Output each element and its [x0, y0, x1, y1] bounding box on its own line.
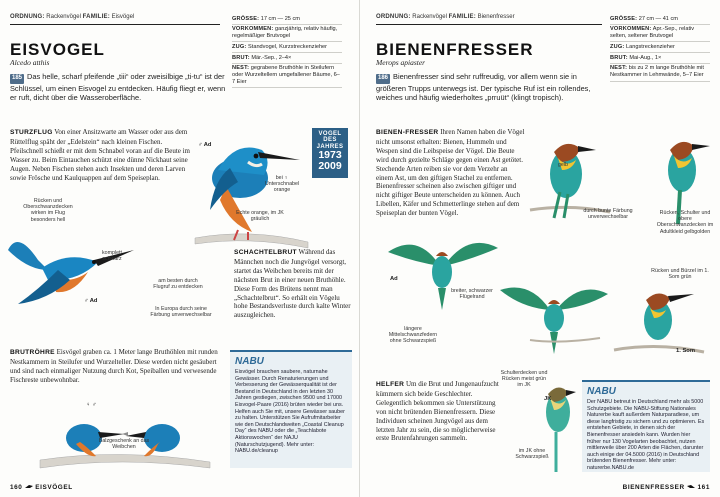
- caption-flight-back: Rücken und Oberschwanzdecken wirken im Flug besonders hell: [23, 198, 73, 223]
- nabu-text: Eisvögel brauchen saubere, naturnahe Gewässer. Durch Renaturierungen und Verbesserung der Gewässerqualität ist der Bestand in Deutschland in den letzten 30 Jahren gestiegen, zwischen 9500 und 17000 Eisvogel-Paare (2016) brüten wieder bei uns. Helfen auch Sie mit, unsere Gewässer sauber zu halten. Unterstützen Sie Aufrufmitarbeiter wie den Deutschlandweiten „Coastal Cleanup Day“ des NABU oder die „Teachlabote Aktionswochen“ der NAJU (Naturschutzjugend). Mehr unter: NABU.de/cleanup: [235, 369, 345, 455]
- fact-row: BRUT: Mai-Aug., 1×: [610, 53, 710, 64]
- latin-name: Merops apiaster: [376, 58, 426, 67]
- page-title: BIENENFRESSER: [376, 40, 534, 59]
- intro-text: [376, 72, 602, 103]
- header-rule: [10, 24, 220, 25]
- label-flight-male: ♂ Ad: [84, 298, 98, 304]
- fact-row: ZUG: Standvogel, Kurzstreckenzieher: [232, 42, 342, 53]
- caption-flight-call: am besten durch Flugruf zu entdecken: [153, 278, 203, 291]
- bee-eater-perched-illustration: [530, 120, 610, 220]
- fact-row: GRÖSSE: 27 cm — 41 cm: [610, 14, 710, 25]
- nabu-info-box: [582, 380, 710, 472]
- caption-rump-green: Rücken und Bürzel im 1. Som grün: [651, 268, 709, 281]
- fact-row: VORKOMMEN: ganzjährig, relativ häufig, regelmäßiger Brutvogel: [232, 25, 342, 43]
- order-label: ORDNUNG:: [376, 14, 411, 20]
- latin-name: Alcedo atthis: [10, 58, 50, 67]
- caption-courtship: Balzgeschenk an das Weibchen: [98, 438, 150, 451]
- caption-tail-feathers: längere Mittelschwanzfedern ohne Schwarzspieß: [388, 326, 438, 345]
- fact-row: NEST: gegrabene Bruthöhle in Steilufern oder Wurzeltellern umgefallener Bäume, 6–7 Eier: [232, 64, 342, 88]
- intro-body: Das helle, scharf pfeifende „tiii“ oder zweisilbige „ti-tu“ ist der Schlüssel, um einen Eisvogel zu entdecken. Häufig fliegt er, wenn er ruft, dicht über die Wasseroberfläche.: [10, 72, 226, 103]
- caption-lower-bill: bei ♀ Unterschnabel orange: [264, 175, 300, 194]
- bird-icon: [687, 484, 695, 490]
- caption-europe: In Europa durch seine Färbung unverwechselbar: [150, 306, 212, 319]
- fact-box: [232, 14, 342, 88]
- footer-title: BIENENFRESSER: [622, 484, 685, 491]
- intro-text: [10, 72, 228, 103]
- section-sturzflug: STURZFLUG Von einer Ansitzwarte am Wasser oder aus dem Rüttelflug späht der „Edelstein“ nach kleinen Fischen. Pfeilschnell schießt er mit dem Schnabel voran auf die Beute im Wasser zu. Beim Eintauchen schützt eine dünne Nickhaut seine Augen. Neben Fischen stehen auch Insekten und deren Larven sowie Frösche und Kaulquappen auf dem Speiseplan.: [10, 128, 191, 182]
- section-helfer: HELFER Um die Brut und Jungenaufzucht kümmern sich beide Geschlechter. Gelegentlich bekommen sie Unterstützung von nicht brütenden Bienenfressern. Diese Individuen scheinen Jungvögel aus dem letzten Jahr zu sein, die so möglicherweise erste Brutenfahrungen sammeln.: [376, 380, 499, 443]
- audio-track-badge[interactable]: 186: [376, 74, 390, 84]
- bird-of-year-badge: VOGEL DES JAHRES 1973 2009: [312, 128, 348, 178]
- intro-body: Bienenfresser sind sehr ruffreudig, vor allem wenn sie in größeren Trupps unterwegs ist. Der typische Ruf ist ein rollendes, weiches und häufig wiederholtes „prruüt“ (klingt tropisch).: [376, 72, 591, 103]
- caption-bill-black: komplett schwarz: [101, 250, 123, 263]
- family-value: Eisvögel: [111, 14, 135, 20]
- nabu-logo: NABU: [235, 356, 264, 367]
- left-taxonomy: [10, 14, 134, 20]
- caption-juvenile-back: Schulterdecken und Rücken meist grün im JK: [500, 370, 548, 389]
- order-value: Rackenvögel: [412, 14, 447, 20]
- fact-row: VORKOMMEN: Apr.-Sep., relativ selten, seltener Brutvogel: [610, 25, 710, 43]
- right-page: [360, 0, 720, 497]
- label-flight-adult: Ad: [390, 276, 398, 282]
- order-label: ORDNUNG:: [10, 14, 45, 20]
- label-pair-sex: ♀ ♂: [86, 402, 97, 408]
- fact-row: NEST: bis zu 2 m lange Bruthöhle mit Nestkammer in Lehmwände, 5–7 Eier: [610, 64, 710, 82]
- caption-yellow: gelb: [557, 162, 568, 168]
- family-label: FAMILIE:: [82, 14, 110, 20]
- section-bienen-fresser: BIENEN-FRESSER Ihren Namen haben die Vögel nicht umsonst erhalten: Bienen, Hummeln und Wespen sind die Leibspeise der Vögel. Die Beute wird durch gezielte Schläge gegen einen Ast getötet. Stechende Arten reiben sie vor dem Verzehr an einem Ast, um den giftigen Stachel zu entfernen. Bienenfresser scheinen also zwischen giftiger und nicht giftiger Beute unterscheiden zu können. Auch Libellen, Käfer und Schmetterlinge stehen auf dem Speiseplan der bunten Vögel.: [376, 128, 525, 218]
- caption-belly: Echte orange, im JK gräulich: [236, 210, 284, 223]
- footer-left: [10, 484, 73, 491]
- nabu-logo: NABU: [587, 386, 616, 397]
- footer-title: EISVÖGEL: [35, 484, 73, 491]
- caption-juvenile-tail: im JK ohne Schwarzspieß: [515, 448, 549, 461]
- bee-eater-flight-two-illustration: [500, 280, 610, 360]
- caption-colorful: durch bunte Färbung unverwechselbar: [583, 208, 633, 221]
- bee-eater-juvenile-illustration: [538, 368, 578, 478]
- family-value: Bienenfresser: [477, 14, 515, 20]
- page-number: 160: [10, 484, 23, 491]
- nabu-text: Der NABU betreut in Deutschland mehr als 5000 Schutzgebiete. Die NABU-Stiftung Nationales Naturerbe kauft außerdem Naturparadiese, um diese langfristig zu sichern und zu optimieren. Es entstehen Gebiete, in denen sich der Bienenfresser ansiedeln kann. Wurden hier früher nur 130 Vogelarten beobachtet, nutzen mittlerweile über 200 Arten die Flächen, darunter auch einige der 04.5000 (2016) in Deutschland brütenden Bienenfresser. Mehr unter: naturerbe.NABU.de: [587, 399, 705, 471]
- page-title: EISVOGEL: [10, 40, 105, 59]
- bird-icon: [25, 484, 33, 490]
- footer-right: [623, 484, 710, 491]
- caption-back-gold: Rücken, Schulter und obere Oberschwanzdecken im Adultkleid gelbgolden: [656, 210, 714, 235]
- family-label: FAMILIE:: [448, 14, 476, 20]
- fact-row: ZUG: Langstreckenzieher: [610, 42, 710, 53]
- page-number: 161: [697, 484, 710, 491]
- right-taxonomy: [376, 14, 515, 20]
- label-male-adult: ♂ Ad: [198, 142, 212, 148]
- nabu-info-box: [230, 350, 352, 468]
- fact-box: [610, 14, 710, 82]
- label-first-summer: 1. Som: [676, 348, 696, 354]
- kingfisher-flight-illustration: [8, 220, 138, 310]
- caption-wing-edge: breiter, schwarzer Flügelrand: [451, 288, 493, 301]
- section-bruthoehre: BRUTRÖHRE Eisvögel graben ca. 1 Meter lange Bruthöhlen mit runden Nestkammern in Steilufer und Wurzelteller. Diese werden nicht gesäubert und sind nach einmaliger Nutzung durch Kot, Speiballen und verwesende Fischreste unbewohnbar.: [10, 348, 218, 384]
- header-rule: [376, 24, 602, 25]
- audio-track-badge[interactable]: 185: [10, 74, 24, 84]
- order-value: Rackenvögel: [46, 14, 81, 20]
- label-juvenile: JK: [544, 396, 552, 402]
- fact-row: BRUT: Mär.-Sep., 2–4×: [232, 53, 342, 64]
- fact-row: GRÖSSE: 17 cm — 25 cm: [232, 14, 342, 25]
- section-schachtelbrut: SCHACHTELBRUT Während das Männchen noch die Jungvögel versorgt, startet das Weibchen bereits mit der nächsten Brut in einer neuen Bruthöhle. Diese Form des Brütens nennt man „Schachtelbrut“. So erhält ein Vögelu hohe Bestandsverluste durch kalte Winter auszugleichen.: [234, 248, 351, 320]
